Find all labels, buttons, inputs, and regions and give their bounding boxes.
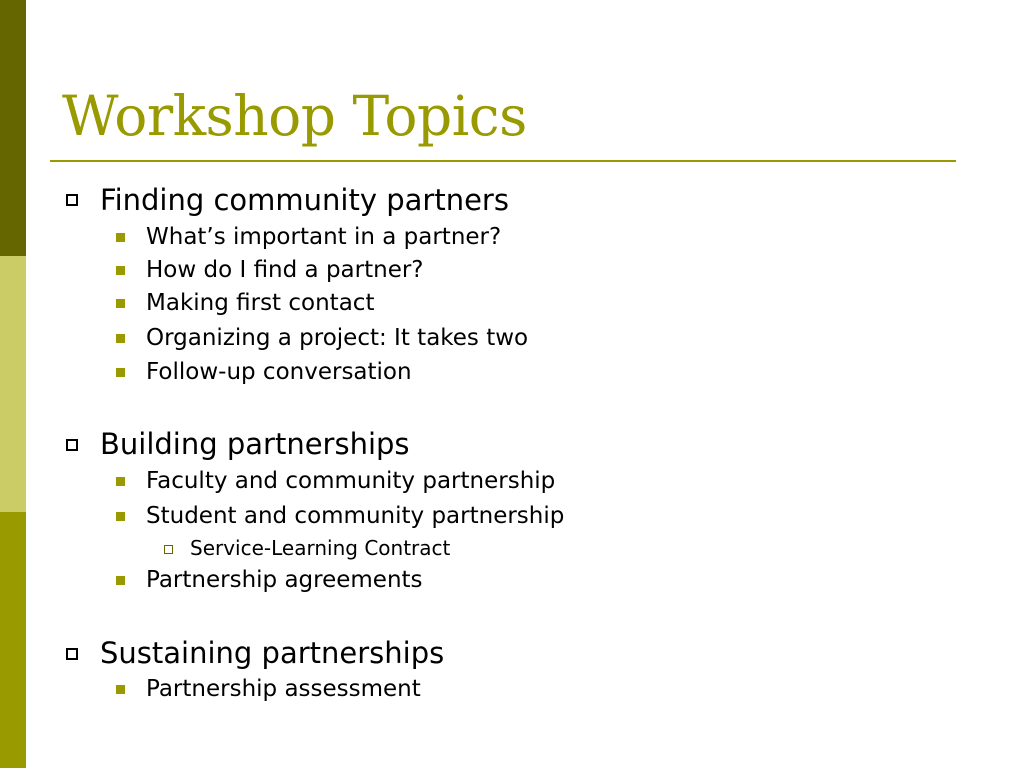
solid-square-bullet-icon	[116, 299, 125, 308]
section-heading-sustaining: Sustaining partnerships	[100, 636, 445, 670]
hollow-square-bullet-icon	[66, 648, 78, 660]
section-heading-finding: Finding community partners	[100, 183, 509, 217]
solid-square-bullet-icon	[116, 266, 125, 275]
sub-list-item: Service-Learning Contract	[190, 536, 451, 560]
solid-square-bullet-icon	[116, 477, 125, 486]
slide-title: Workshop Topics	[62, 84, 527, 148]
list-item: Making first contact	[146, 290, 375, 316]
list-item: Follow-up conversation	[146, 359, 412, 385]
list-item: Student and community partnership	[146, 503, 565, 529]
list-item: Organizing a project: It takes two	[146, 325, 529, 351]
section-heading-building: Building partnerships	[100, 427, 410, 461]
list-item: How do I find a partner?	[146, 257, 424, 283]
hollow-square-bullet-icon	[66, 194, 78, 206]
side-bar-dark	[0, 0, 26, 256]
solid-square-bullet-icon	[116, 512, 125, 521]
list-item: Partnership agreements	[146, 567, 423, 593]
hollow-square-bullet-icon	[66, 439, 78, 451]
title-divider	[50, 160, 956, 162]
side-bar-light	[0, 256, 26, 512]
side-bar-medium	[0, 512, 26, 768]
list-item: Faculty and community partnership	[146, 468, 556, 494]
solid-square-bullet-icon	[116, 576, 125, 585]
list-item: What’s important in a partner?	[146, 224, 502, 250]
solid-square-bullet-icon	[116, 368, 125, 377]
solid-square-bullet-icon	[116, 685, 125, 694]
small-hollow-square-bullet-icon	[164, 545, 173, 554]
solid-square-bullet-icon	[116, 233, 125, 242]
solid-square-bullet-icon	[116, 334, 125, 343]
list-item: Partnership assessment	[146, 676, 421, 702]
